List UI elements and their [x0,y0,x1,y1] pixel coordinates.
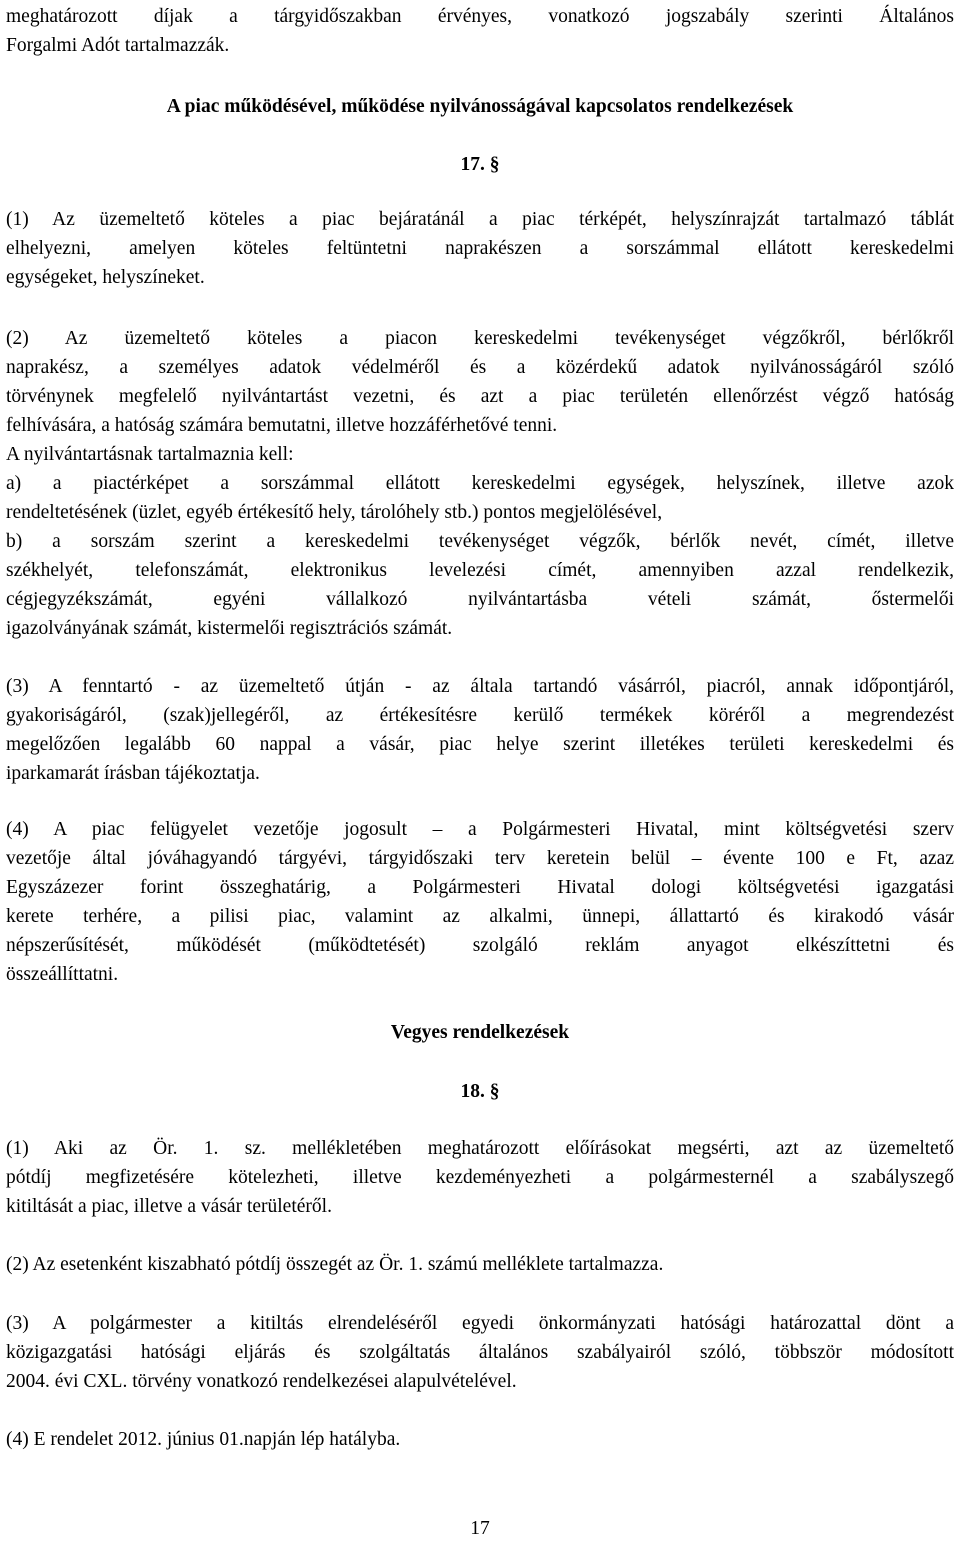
paragraph-line: (1) Az üzemeltető köteles a piac bejáratánál a piac térképét, helyszínrajzát tartalmazó táblát [6,209,954,230]
paragraph-line: a) a piactérképet a sorszámmal ellátott kereskedelmi egységek, helyszínek, illetve azok [6,473,954,494]
carryover-line: Forgalmi Adót tartalmazzák. [6,35,230,56]
paragraph-line: (3) A fenntartó - az üzemeltető útján - az általa tartandó vásárról, piacról, annak időpontjáról, [6,676,954,697]
paragraph-line: gyakoriságáról, (szak)jellegéről, az értékesítésre kerülő termékek köréről a megrendezést [6,705,954,726]
section-18-paragraph-1 [6,1134,954,1221]
section-17-paragraph-2 [6,324,954,643]
paragraph-line: felhívására, a hatóság számára bemutatni, illetve hozzáférhetővé tenni. [6,415,558,436]
section-17-paragraph-1 [6,205,954,292]
paragraph-line: közigazgatási hatósági eljárás és szolgáltatás általános szabályairól szóló, többször módosított [6,1342,954,1363]
paragraph-line: (4) A piac felügyelet vezetője jogosult – a Polgármesteri Hivatal, mint költségvetési szerv [6,819,954,840]
paragraph-line: 2004. évi CXL. törvény vonatkozó rendelkezései alapulvételével. [6,1371,517,1392]
paragraph-line: (3) A polgármester a kitiltás elrendeléséről egyedi önkormányzati hatósági határozattal dönt a [6,1313,954,1334]
section-18-paragraph-4 [6,1425,954,1454]
paragraph-line: törvénynek megfelelő nyilvántartást vezetni, és azt a piac területén ellenőrzést végző hatóság [6,386,954,407]
section-heading-miscellaneous: Vegyes rendelkezések [390,1022,570,1043]
paragraph-line: (4) E rendelet 2012. június 01.napján lép hatályba. [6,1429,401,1450]
paragraph-line: kitiltását a piac, illetve a vásár területéről. [6,1196,332,1217]
paragraph-line: (2) Az üzemeltető köteles a piacon kereskedelmi tevékenységet végzőkről, bérlőkről [6,328,954,349]
section-number-17: 17. § [460,154,500,175]
paragraph-line: népszerűsítését, működését (működtetését) szolgáló reklám anyagot elkészíttetni és [6,935,954,956]
section-number-18: 18. § [460,1081,500,1102]
paragraph-line: pótdíj megfizetésére kötelezheti, illetve kezdeményezheti a polgármesternél a szabályszegő [6,1167,954,1188]
section-18-paragraph-3 [6,1309,954,1396]
paragraph-line: megelőzően legalább 60 nappal a vásár, piac helye szerint illetékes területi kereskedelmi és [6,734,954,755]
carryover-line: meghatározott díjak a tárgyidőszakban érvényes, vonatkozó jogszabály szerinti Általános [6,6,954,27]
paragraph-line: kerete terhére, a pilisi piac, valamint az alkalmi, ünnepi, állattartó és kirakodó vásár [6,906,954,927]
paragraph-line: iparkamarát írásban tájékoztatja. [6,763,260,784]
paragraph-line: székhelyét, telefonszámát, elektronikus levelezési címét, amennyiben azzal rendelkezik, [6,560,954,581]
section-18-paragraph-2 [6,1250,954,1279]
paragraph-line: A nyilvántartásnak tartalmaznia kell: [6,444,294,465]
paragraph-line: (1) Aki az Ör. 1. sz. mellékletében meghatározott előírásokat megsérti, azt az üzemeltető [6,1138,954,1159]
paragraph-line: cégjegyzékszámát, egyéni vállalkozó nyilvántartásba vételi számát, őstermelői [6,589,954,610]
paragraph-line: igazolványának számát, kistermelői regisztrációs számát. [6,618,453,639]
section-17-paragraph-3 [6,672,954,788]
carryover-paragraph [6,2,954,60]
paragraph-line: vezetője által jóváhagyandó tárgyévi, tárgyidőszaki terv keretein belül – évente 100 e Ft, azaz [6,848,954,869]
paragraph-line: naprakész, a személyes adatok védelméről és a közérdekű adatok nyilvánosságáról szóló [6,357,954,378]
paragraph-line: b) a sorszám szerint a kereskedelmi tevékenységet végzők, bérlők nevét, címét, illetve [6,531,954,552]
paragraph-line: (2) Az esetenként kiszabható pótdíj összegét az Ör. 1. számú melléklete tartalmazza. [6,1254,664,1275]
section-17-paragraph-4 [6,815,954,989]
paragraph-line: egységeket, helyszíneket. [6,267,205,288]
paragraph-line: elhelyezni, amelyen köteles feltüntetni naprakészen a sorszámmal ellátott kereskedelmi [6,238,954,259]
section-heading-market-operation: A piac működésével, működése nyilvánosságával kapcsolatos rendelkezések [166,96,794,117]
paragraph-line: összeállíttatni. [6,964,119,985]
paragraph-line: rendeltetésének (üzlet, egyéb értékesítő hely, tárolóhely stb.) pontos megjelölésével, [6,502,663,523]
page-number: 17 [470,1518,490,1539]
paragraph-line: Egyszázezer forint összeghatárig, a Polgármesteri Hivatal dologi költségvetési igazgatási [6,877,954,898]
